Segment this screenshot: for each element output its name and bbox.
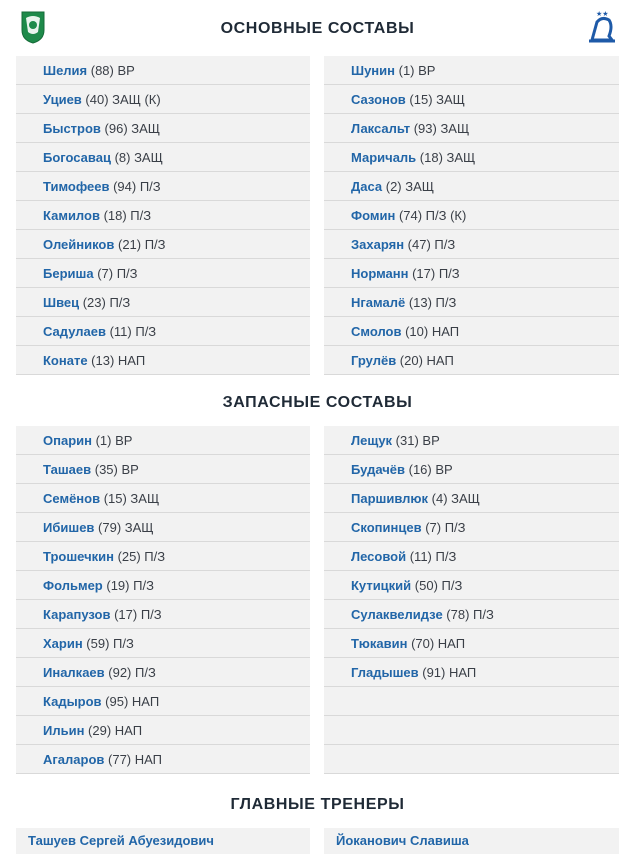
- player-row[interactable]: [324, 56, 619, 85]
- player-name[interactable]: Маричаль: [351, 150, 417, 165]
- player-row[interactable]: [324, 230, 619, 259]
- player-name[interactable]: Кадыров: [43, 694, 102, 709]
- player-number-position: (92) П/З: [104, 665, 156, 680]
- home-substitutes-list: [16, 426, 310, 774]
- starting-lineups: [0, 56, 635, 374]
- player-row[interactable]: [324, 484, 619, 513]
- player-number-position: (19) П/З: [102, 578, 154, 593]
- player-number-position: (78) П/З: [442, 607, 494, 622]
- player-name[interactable]: Сазонов: [351, 92, 406, 107]
- player-name[interactable]: Садулаев: [43, 324, 106, 339]
- player-number-position: (16) ВР: [405, 462, 453, 477]
- player-number-position: (95) НАП: [101, 694, 160, 709]
- player-row[interactable]: [16, 716, 310, 745]
- player-number-position: (93) ЗАЩ: [410, 121, 470, 136]
- player-row[interactable]: [324, 658, 619, 687]
- lineups-header: [0, 0, 635, 56]
- player-row[interactable]: [16, 230, 310, 259]
- player-row[interactable]: [16, 143, 310, 172]
- player-row[interactable]: [16, 288, 310, 317]
- player-name[interactable]: Камилов: [43, 208, 100, 223]
- player-row[interactable]: [16, 85, 310, 114]
- player-row[interactable]: [16, 172, 310, 201]
- player-number-position: (1) ВР: [395, 63, 436, 78]
- player-number-position: (94) П/З: [109, 179, 161, 194]
- player-row[interactable]: [324, 629, 619, 658]
- player-name[interactable]: Лещук: [351, 433, 393, 448]
- player-row[interactable]: [324, 426, 619, 455]
- player-name[interactable]: Иналкаев: [43, 665, 105, 680]
- player-row[interactable]: [324, 455, 619, 484]
- player-name[interactable]: Лаксальт: [351, 121, 411, 136]
- player-row[interactable]: [324, 513, 619, 542]
- player-number-position: (17) П/З: [408, 266, 460, 281]
- player-name[interactable]: Опарин: [43, 433, 92, 448]
- player-row[interactable]: [16, 201, 310, 230]
- player-row[interactable]: [324, 201, 619, 230]
- player-number-position: (7) П/З: [421, 520, 466, 535]
- player-number-position: (23) П/З: [79, 295, 131, 310]
- player-number-position: (2) ЗАЩ: [382, 179, 434, 194]
- player-row[interactable]: [16, 513, 310, 542]
- player-number-position: (50) П/З: [411, 578, 463, 593]
- substitutes-title: ЗАПАСНЫЕ СОСТАВЫ: [222, 394, 413, 411]
- player-row[interactable]: [16, 114, 310, 143]
- player-name[interactable]: Фомин: [351, 208, 396, 223]
- player-name[interactable]: Конате: [43, 353, 88, 368]
- player-row[interactable]: [324, 143, 619, 172]
- player-name[interactable]: Смолов: [351, 324, 402, 339]
- player-row[interactable]: [16, 542, 310, 571]
- player-row[interactable]: [16, 687, 310, 716]
- player-name[interactable]: Ташаев: [43, 462, 92, 477]
- home-starting-list: [16, 56, 310, 375]
- player-name[interactable]: Фольмер: [43, 578, 103, 593]
- player-row[interactable]: [324, 600, 619, 629]
- player-number-position: (11) П/З: [105, 324, 157, 339]
- player-name[interactable]: Швец: [43, 295, 80, 310]
- player-name[interactable]: Грулёв: [351, 353, 397, 368]
- player-name[interactable]: Агаларов: [43, 752, 105, 767]
- coaches-title: ГЛАВНЫЕ ТРЕНЕРЫ: [230, 796, 405, 813]
- player-number-position: (40) ЗАЩ (К): [81, 92, 161, 107]
- player-name[interactable]: Сулаквелидзе: [351, 607, 443, 622]
- player-name[interactable]: Карапузов: [43, 607, 111, 622]
- player-row[interactable]: [16, 658, 310, 687]
- player-number-position: (31) ВР: [392, 433, 440, 448]
- player-row[interactable]: [324, 571, 619, 600]
- player-number-position: (20) НАП: [396, 353, 454, 368]
- player-name[interactable]: Бериша: [43, 266, 94, 281]
- player-number-position: (47) П/З: [404, 237, 456, 252]
- player-row[interactable]: [324, 85, 619, 114]
- player-number-position: (15) ЗАЩ: [100, 491, 160, 506]
- player-row[interactable]: [16, 317, 310, 346]
- player-number-position: (1) ВР: [91, 433, 133, 448]
- dynamo-logo-icon: [587, 8, 617, 49]
- empty-row: [324, 745, 619, 774]
- player-number-position: (18) П/З: [99, 208, 152, 223]
- player-number-position: (88) ВР: [87, 63, 135, 78]
- player-number-position: (77) НАП: [104, 752, 163, 767]
- player-name[interactable]: Олейников: [43, 237, 115, 252]
- player-number-position: (21) П/З: [114, 237, 166, 252]
- away-coach[interactable]: Йоканович Славиша: [324, 828, 619, 854]
- player-name[interactable]: Харин: [43, 636, 83, 651]
- player-name[interactable]: Будачёв: [351, 462, 406, 477]
- player-name[interactable]: Трошечкин: [43, 549, 114, 564]
- player-name[interactable]: Богосавац: [43, 150, 111, 165]
- player-name[interactable]: Нгамалё: [351, 295, 406, 310]
- player-number-position: (4) ЗАЩ: [428, 491, 480, 506]
- svg-text:★★: ★★: [596, 10, 609, 18]
- player-number-position: (96) ЗАЩ: [100, 121, 160, 136]
- player-name[interactable]: Даса: [351, 179, 383, 194]
- player-number-position: (79) ЗАЩ: [94, 520, 154, 535]
- player-number-position: (29) НАП: [84, 723, 143, 738]
- empty-row: [324, 716, 619, 745]
- player-row[interactable]: [16, 629, 310, 658]
- player-name[interactable]: Скопинцев: [351, 520, 422, 535]
- player-name[interactable]: Тюкавин: [351, 636, 408, 651]
- player-number-position: (11) П/З: [406, 549, 457, 564]
- player-row[interactable]: [324, 288, 619, 317]
- player-row[interactable]: [16, 600, 310, 629]
- player-name[interactable]: Паршивлюк: [351, 491, 429, 506]
- player-row[interactable]: [16, 745, 310, 774]
- coaches-row: [0, 828, 635, 858]
- player-row[interactable]: [16, 455, 310, 484]
- player-number-position: (35) ВР: [91, 462, 139, 477]
- player-name[interactable]: Кутицкий: [351, 578, 412, 593]
- player-name[interactable]: Ильин: [43, 723, 85, 738]
- player-row[interactable]: [16, 56, 310, 85]
- empty-row: [324, 687, 619, 716]
- player-number-position: (59) П/З: [82, 636, 134, 651]
- player-row[interactable]: [324, 259, 619, 288]
- player-number-position: (70) НАП: [407, 636, 466, 651]
- player-number-position: (7) П/З: [93, 266, 138, 281]
- player-row[interactable]: [16, 484, 310, 513]
- player-number-position: (10) НАП: [401, 324, 460, 339]
- player-number-position: (13) П/З: [405, 295, 457, 310]
- player-row[interactable]: [16, 259, 310, 288]
- player-number-position: (15) ЗАЩ: [405, 92, 465, 107]
- player-name[interactable]: Тимофеев: [43, 179, 110, 194]
- player-name[interactable]: Уциев: [43, 92, 82, 107]
- substitutes-lineups: [0, 426, 635, 774]
- player-name[interactable]: Семёнов: [43, 491, 101, 506]
- player-row[interactable]: [324, 172, 619, 201]
- player-number-position: (17) П/З: [110, 607, 162, 622]
- player-number-position: (74) П/З (К): [395, 208, 467, 223]
- player-name[interactable]: Захарян: [351, 237, 405, 252]
- player-name[interactable]: Шелия: [43, 63, 88, 78]
- player-row[interactable]: [324, 542, 619, 571]
- home-coach[interactable]: Ташуев Сергей Абуезидович: [16, 828, 310, 854]
- away-starting-list: [324, 56, 619, 375]
- player-name[interactable]: Норманн: [351, 266, 409, 281]
- player-number-position: (8) ЗАЩ: [110, 150, 163, 165]
- away-substitutes-list: [324, 426, 619, 774]
- player-name[interactable]: Шунин: [351, 63, 395, 78]
- player-row[interactable]: [16, 426, 310, 455]
- player-name[interactable]: Лесовой: [351, 549, 407, 564]
- player-row[interactable]: [16, 346, 310, 375]
- player-name[interactable]: Гладышев: [351, 665, 419, 680]
- player-number-position: (18) ЗАЩ: [416, 150, 476, 165]
- starting-lineups-title: ОСНОВНЫЕ СОСТАВЫ: [220, 20, 415, 37]
- player-row[interactable]: [324, 114, 619, 143]
- player-row[interactable]: [16, 571, 310, 600]
- player-row[interactable]: [324, 346, 619, 375]
- player-number-position: (13) НАП: [87, 353, 146, 368]
- player-number-position: (91) НАП: [418, 665, 477, 680]
- player-name[interactable]: Быстров: [43, 121, 101, 136]
- player-name[interactable]: Ибишев: [43, 520, 95, 535]
- player-row[interactable]: [324, 317, 619, 346]
- player-number-position: (25) П/З: [113, 549, 166, 564]
